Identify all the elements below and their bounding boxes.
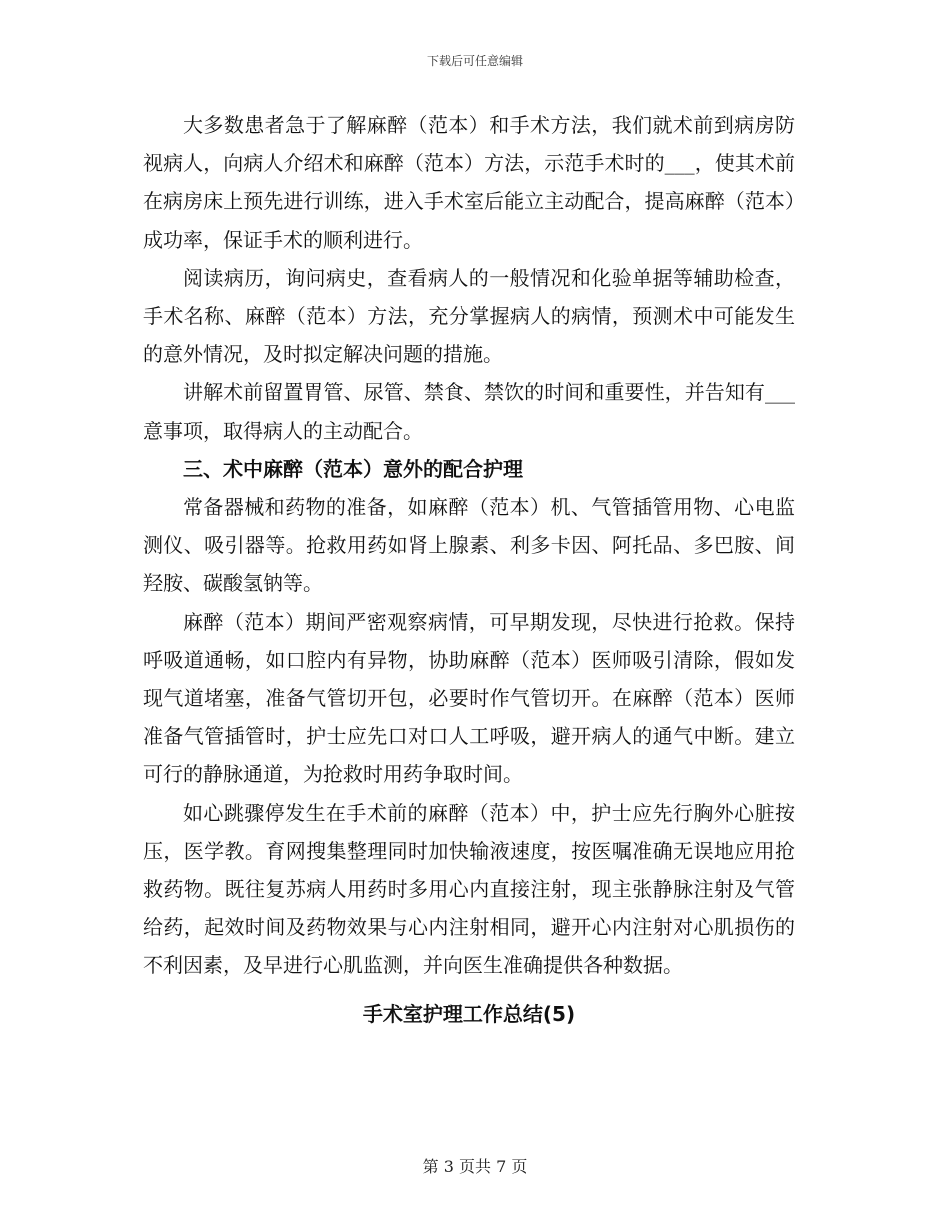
- paragraph-review-history: 阅读病历，询问病史，查看病人的一般情况和化验单据等辅助检查，手术名称、麻醉（范本）方法，充分掌握病人的病情，预测术中可能发生的意外情况，及时拟定解决问题的措施。: [143, 265, 795, 367]
- paragraph-explain-precautions: 讲解术前留置胃管、尿管、禁食、禁饮的时间和重要性，并告知有___意事项，取得病人的主动配合。: [143, 380, 795, 443]
- next-document-title: 手术室护理工作总结(5): [362, 1001, 576, 1026]
- document-body: [143, 106, 795, 1033]
- paragraph-cardiac-arrest: 如心跳骤停发生在手术前的麻醉（范本）中，护士应先行胸外心脏按压，医学教。育网搜集整理同时加快输液速度，按医嘱准确无误地应用抢救药物。既往复苏病人用药时多用心内直接注射，现主张静脉注射及气管给药，起效时间及药物效果与心内注射相同，避开心内注射对心肌损伤的不利因素，及早进行心肌监测，并向医生准确提供各种数据。: [143, 800, 795, 978]
- paragraph-preop-visit: 大多数患者急于了解麻醉（范本）和手术方法，我们就术前到病房防视病人，向病人介绍术和麻醉（范本）方法，示范手术时的___，使其术前在病房床上预先进行训练，进入手术室后能立主动配合，提高麻醉（范本）成功率，保证手术的顺利进行。: [143, 113, 795, 252]
- section-heading: 三、术中麻醉（范本）意外的配合护理: [183, 456, 523, 481]
- paragraph-observation: 麻醉（范本）期间严密观察病情，可早期发现，尽快进行抢救。保持呼吸道通畅，如口腔内有异物，协助麻醉（范本）医师吸引清除，假如发现气道堵塞，准备气管切开包，必要时作气管切开。在麻醉（范本）医师准备气管插管时，护士应先口对口人工呼吸，避开病人的通气中断。建立可行的静脉通道，为抢救时用药争取时间。: [143, 609, 795, 787]
- page-footer-number: 第 3 页共 7 页: [422, 1157, 528, 1176]
- page-header-note: 下载后可任意编辑: [426, 54, 523, 68]
- paragraph-equipment: 常备器械和药物的准备，如麻醉（范本）机、气管插管用物、心电监测仪、吸引器等。抢救用药如肾上腺素、利多卡因、阿托品、多巴胺、间羟胺、碳酸氢钠等。: [143, 495, 795, 596]
